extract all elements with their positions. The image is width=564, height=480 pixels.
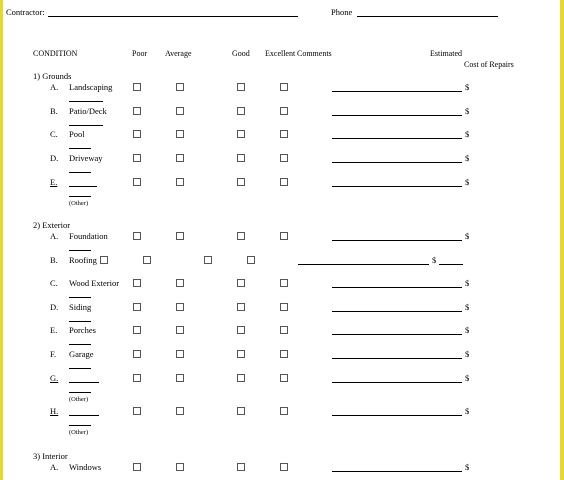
average-checkbox[interactable] [176, 130, 184, 138]
item-letter: C. [50, 278, 58, 288]
condition-header: CONDITION [33, 49, 78, 58]
other-item-field[interactable] [69, 415, 99, 416]
comments-header: Comments [297, 49, 332, 58]
poor-checkbox[interactable] [133, 83, 141, 91]
poor-checkbox[interactable] [133, 350, 141, 358]
underline [69, 148, 91, 149]
excellent-checkbox[interactable] [280, 232, 288, 240]
underline [69, 392, 91, 393]
poor-checkbox[interactable] [133, 326, 141, 334]
item-label: Landscaping [69, 82, 113, 92]
average-checkbox[interactable] [176, 107, 184, 115]
underline [69, 425, 91, 426]
good-checkbox[interactable] [237, 178, 245, 186]
dollar-sign: $ [432, 255, 437, 265]
contractor-field[interactable] [48, 16, 298, 17]
underline [69, 101, 103, 102]
excellent-checkbox[interactable] [280, 279, 288, 287]
excellent-checkbox[interactable] [280, 463, 288, 471]
good-checkbox[interactable] [237, 374, 245, 382]
average-checkbox[interactable] [176, 83, 184, 91]
good-checkbox[interactable] [237, 130, 245, 138]
dollar-sign: $ [465, 82, 470, 92]
item-letter: A. [50, 82, 59, 92]
poor-checkbox[interactable] [100, 256, 108, 264]
good-checkbox[interactable] [237, 303, 245, 311]
dollar-sign: $ [465, 373, 470, 383]
underline [69, 321, 91, 322]
underline [69, 344, 91, 345]
comments-field[interactable] [332, 334, 462, 335]
good-checkbox[interactable] [237, 154, 245, 162]
cost-of-repairs-header: Cost of Repairs [464, 60, 514, 69]
poor-checkbox[interactable] [133, 374, 141, 382]
poor-checkbox[interactable] [133, 232, 141, 240]
good-checkbox[interactable] [237, 232, 245, 240]
other-note: (Other) [69, 396, 89, 403]
good-checkbox[interactable] [237, 279, 245, 287]
dollar-sign: $ [465, 325, 470, 335]
item-label: Pool [69, 129, 85, 139]
dollar-sign: $ [465, 129, 470, 139]
other-note: (Other) [69, 429, 89, 436]
cost-field[interactable] [439, 264, 463, 265]
item-letter: H. [50, 406, 59, 416]
poor-checkbox[interactable] [133, 463, 141, 471]
comments-field[interactable] [332, 115, 462, 116]
excellent-checkbox[interactable] [280, 107, 288, 115]
excellent-header: Excellent [265, 49, 296, 58]
dollar-sign: $ [465, 278, 470, 288]
average-checkbox[interactable] [143, 256, 151, 264]
section-title: 3) Interior [33, 451, 68, 461]
item-label: Garage [69, 349, 94, 359]
poor-checkbox[interactable] [133, 407, 141, 415]
excellent-checkbox[interactable] [280, 178, 288, 186]
average-header: Average [165, 49, 192, 58]
other-note: (Other) [69, 200, 89, 207]
comments-field[interactable] [332, 138, 462, 139]
dollar-sign: $ [465, 153, 470, 163]
item-letter: F. [50, 349, 57, 359]
dollar-sign: $ [465, 231, 470, 241]
contractor-label: Contractor: [6, 7, 45, 17]
item-label: Porches [69, 325, 96, 335]
good-checkbox[interactable] [237, 326, 245, 334]
item-label: Windows [69, 462, 102, 472]
dollar-sign: $ [465, 302, 470, 312]
comments-field[interactable] [298, 264, 429, 265]
underline [69, 172, 91, 173]
item-letter: B. [50, 106, 58, 116]
dollar-sign: $ [465, 406, 470, 416]
excellent-checkbox[interactable] [280, 407, 288, 415]
poor-checkbox[interactable] [133, 303, 141, 311]
good-header: Good [232, 49, 250, 58]
excellent-checkbox[interactable] [247, 256, 255, 264]
section-title: 2) Exterior [33, 220, 71, 230]
underline [69, 368, 91, 369]
comments-field[interactable] [332, 162, 462, 163]
good-checkbox[interactable] [204, 256, 212, 264]
comments-field[interactable] [332, 186, 462, 187]
other-item-field[interactable] [69, 186, 97, 187]
dollar-sign: $ [465, 106, 470, 116]
good-checkbox[interactable] [237, 107, 245, 115]
item-letter: D. [50, 153, 59, 163]
other-item-field[interactable] [69, 382, 99, 383]
underline [69, 250, 91, 251]
item-label: Roofing [69, 255, 97, 265]
underline [69, 297, 91, 298]
item-label: Foundation [69, 231, 108, 241]
item-letter: E. [50, 177, 58, 187]
dollar-sign: $ [465, 349, 470, 359]
comments-field[interactable] [332, 311, 462, 312]
comments-field[interactable] [332, 471, 462, 472]
item-label: Patio/Deck [69, 106, 107, 116]
comments-field[interactable] [332, 287, 462, 288]
item-letter: G. [50, 373, 59, 383]
poor-checkbox[interactable] [133, 279, 141, 287]
excellent-checkbox[interactable] [280, 350, 288, 358]
underline [69, 125, 103, 126]
estimated-header: Estimated [430, 49, 462, 58]
excellent-checkbox[interactable] [280, 303, 288, 311]
poor-checkbox[interactable] [133, 154, 141, 162]
average-checkbox[interactable] [176, 374, 184, 382]
excellent-checkbox[interactable] [280, 83, 288, 91]
poor-header: Poor [132, 49, 148, 58]
item-letter: D. [50, 302, 59, 312]
item-label: Wood Exterior [69, 278, 120, 288]
poor-checkbox[interactable] [133, 130, 141, 138]
good-checkbox[interactable] [237, 407, 245, 415]
average-checkbox[interactable] [176, 154, 184, 162]
comments-field[interactable] [332, 240, 462, 241]
comments-field[interactable] [332, 91, 462, 92]
comments-field[interactable] [332, 382, 462, 383]
section-title: 1) Grounds [33, 71, 72, 81]
excellent-checkbox[interactable] [280, 374, 288, 382]
dollar-sign: $ [465, 177, 470, 187]
item-letter: E. [50, 325, 58, 335]
item-letter: C. [50, 129, 58, 139]
underline [69, 196, 91, 197]
item-letter: B. [50, 255, 58, 265]
excellent-checkbox[interactable] [280, 130, 288, 138]
item-letter: A. [50, 462, 59, 472]
excellent-checkbox[interactable] [280, 326, 288, 334]
phone-label: Phone [331, 7, 353, 17]
average-checkbox[interactable] [176, 279, 184, 287]
excellent-checkbox[interactable] [280, 154, 288, 162]
good-checkbox[interactable] [237, 463, 245, 471]
phone-field[interactable] [357, 16, 498, 17]
good-checkbox[interactable] [237, 350, 245, 358]
good-checkbox[interactable] [237, 83, 245, 91]
comments-field[interactable] [332, 358, 462, 359]
comments-field[interactable] [332, 415, 462, 416]
item-letter: A. [50, 231, 59, 241]
item-label: Siding [69, 302, 92, 312]
dollar-sign: $ [465, 462, 470, 472]
average-checkbox[interactable] [176, 350, 184, 358]
average-checkbox[interactable] [176, 326, 184, 334]
inspection-form-page [3, 0, 560, 480]
poor-checkbox[interactable] [133, 178, 141, 186]
average-checkbox[interactable] [176, 232, 184, 240]
item-label: Driveway [69, 153, 103, 163]
poor-checkbox[interactable] [133, 107, 141, 115]
average-checkbox[interactable] [176, 463, 184, 471]
average-checkbox[interactable] [176, 303, 184, 311]
average-checkbox[interactable] [176, 178, 184, 186]
average-checkbox[interactable] [176, 407, 184, 415]
